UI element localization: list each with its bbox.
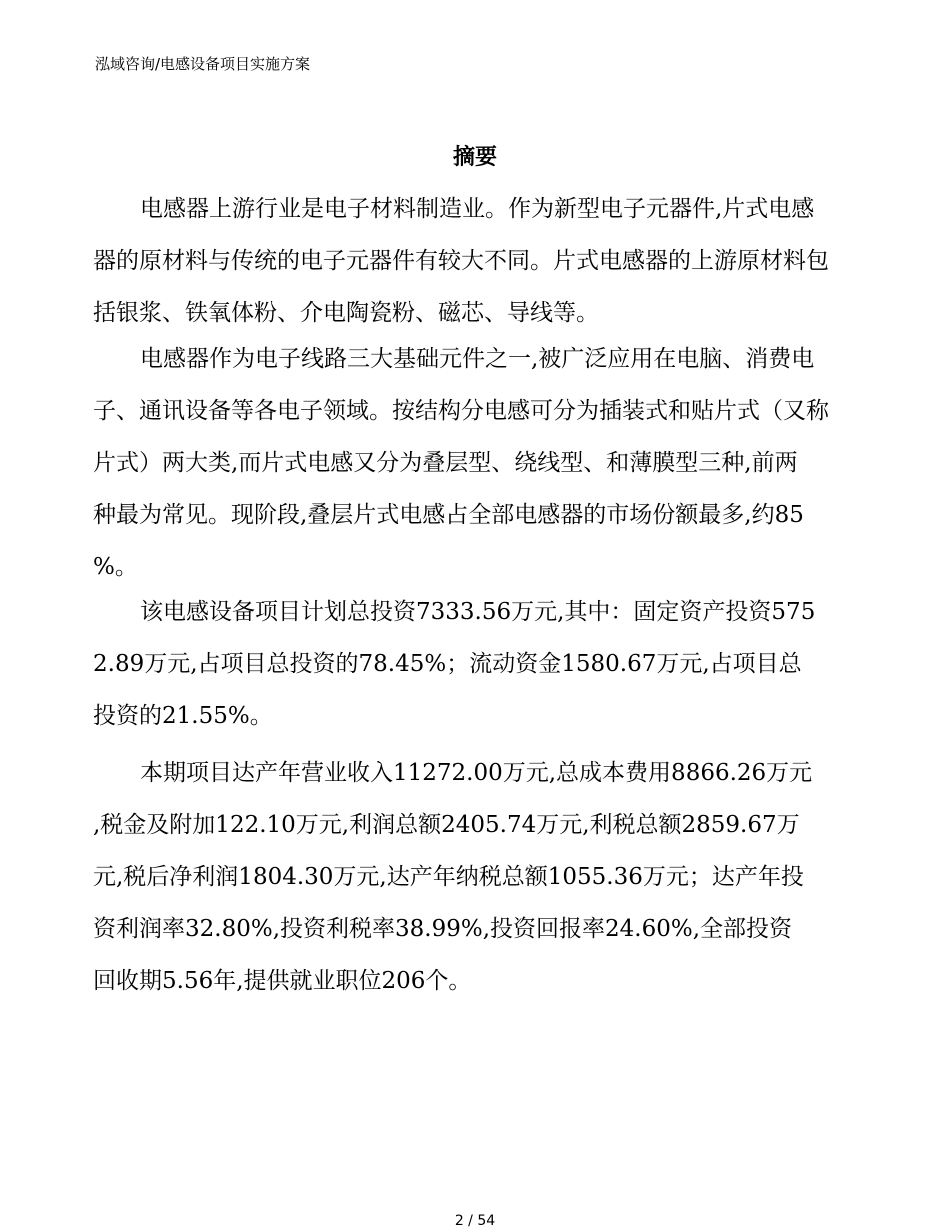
paragraph-line: %。 — [93, 554, 138, 580]
paragraph-line: 投资的21.55%。 — [93, 703, 273, 729]
paragraph-investment — [93, 586, 843, 742]
paragraph-line: 2.89万元,占项目总投资的78.45%；流动资金1580.67万元,占项目总 — [93, 651, 802, 677]
paragraph-line: 该电感设备项目计划总投资7333.56万元,其中：固定资产投资575 — [140, 599, 816, 625]
paragraph-upstream-industry — [93, 183, 843, 339]
paragraph-line: 子、通讯设备等各电子领域。按结构分电感可分为插装式和贴片式（又称 — [93, 398, 829, 424]
paragraph-line: 元,税后净利润1804.30万元,达产年纳税总额1055.36万元；达产年投 — [93, 864, 804, 890]
paragraph-financials — [93, 747, 843, 1007]
paragraph-line: 资利润率32.80%,投资利税率38.99%,投资回报率24.60%,全部投资 — [93, 916, 793, 942]
page-number: 2 / 54 — [454, 1213, 496, 1229]
paragraph-line: 器的原材料与传统的电子元器件有较大不同。片式电感器的上游原材料包 — [93, 248, 829, 274]
paragraph-line: 括银浆、铁氧体粉、介电陶瓷粉、磁芯、导线等。 — [93, 300, 599, 326]
paragraph-inductor-types — [93, 333, 843, 593]
paragraph-line: 电感器作为电子线路三大基础元件之一,被广泛应用在电脑、消费电 — [140, 346, 815, 372]
section-title: 摘要 — [452, 145, 497, 170]
document-header: 泓域咨询/电感设备项目实施方案 — [95, 55, 311, 73]
paragraph-line: 本期项目达产年营业收入11272.00万元,总成本费用8866.26万元 — [140, 760, 813, 786]
paragraph-line: 电感器上游行业是电子材料制造业。作为新型电子元器件,片式电感 — [140, 196, 815, 222]
paragraph-line: ,税金及附加122.10万元,利润总额2405.74万元,利税总额2859.67万 — [93, 812, 800, 838]
paragraph-line: 回收期5.56年,提供就业职位206个。 — [93, 968, 472, 994]
paragraph-line: 种最为常见。现阶段,叠层片式电感占全部电感器的市场份额最多,约85 — [93, 502, 804, 528]
paragraph-line: 片式）两大类,而片式电感又分为叠层型、绕线型、和薄膜型三种,前两 — [93, 450, 798, 476]
